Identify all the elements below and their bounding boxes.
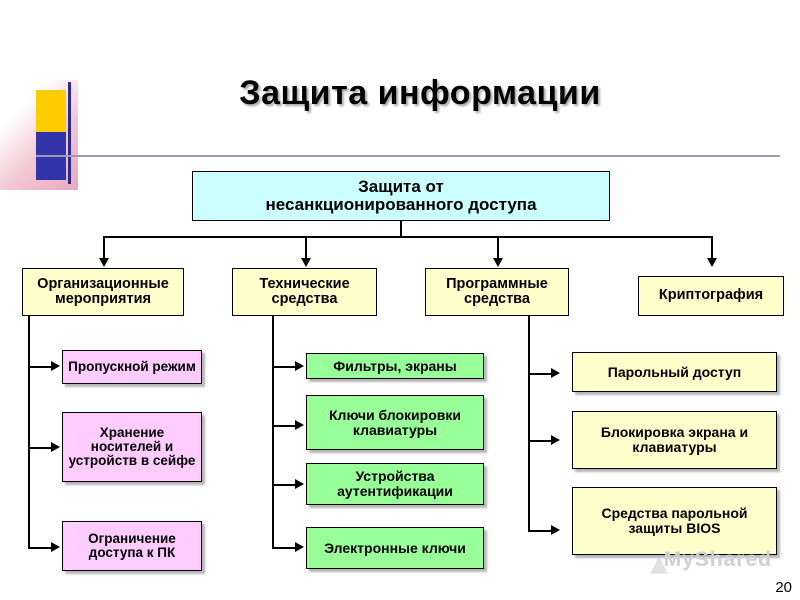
connector-soft-item1 bbox=[528, 373, 553, 375]
connector-soft-item2 bbox=[528, 440, 553, 442]
connector-root-bus bbox=[103, 236, 711, 238]
root-node-line2: несанкционированного доступа bbox=[265, 195, 537, 214]
leaf-node-tech-1 bbox=[306, 353, 484, 379]
connector-org-item3 bbox=[28, 547, 53, 549]
leaf-node-org-2 bbox=[62, 412, 202, 482]
category-label: Криптография bbox=[658, 287, 764, 304]
leaf-label: Средства парольной защиты BIOS bbox=[601, 505, 748, 536]
arrow-tech-item2 bbox=[295, 420, 304, 430]
leaf-node-tech-2 bbox=[306, 395, 484, 450]
watermark-text: MyShared bbox=[663, 548, 772, 571]
arrow-tech-item1 bbox=[295, 361, 304, 371]
connector-tech-item2 bbox=[272, 425, 297, 427]
root-node bbox=[192, 171, 610, 221]
leaf-label: Ключи блокировки клавиатуры bbox=[329, 406, 461, 438]
leaf-label: Блокировка экрана и клавиатуры bbox=[600, 424, 749, 455]
connector-org-item1 bbox=[28, 366, 53, 368]
arrow-tech-item4 bbox=[295, 542, 304, 552]
arrow-org-item2 bbox=[51, 442, 60, 452]
leaf-node-org-1 bbox=[62, 350, 202, 384]
connector-org-item2 bbox=[28, 447, 53, 449]
leaf-label: Электронные ключи bbox=[324, 539, 466, 556]
leaf-node-org-3 bbox=[62, 521, 202, 571]
connector-tech-item4 bbox=[272, 547, 297, 549]
connector-root-down bbox=[400, 221, 402, 236]
connector-org-spine bbox=[28, 316, 30, 548]
decorative-vertical-rule bbox=[68, 82, 71, 184]
leaf-node-soft-1 bbox=[572, 352, 777, 392]
arrow-cat1 bbox=[99, 258, 109, 267]
leaf-node-tech-3 bbox=[306, 463, 484, 505]
leaf-label: Фильтры, экраны bbox=[333, 357, 457, 374]
watermark-logo-icon bbox=[646, 552, 672, 578]
arrow-cat2 bbox=[301, 258, 311, 267]
category-node-organizational bbox=[22, 268, 184, 316]
arrow-org-item3 bbox=[51, 542, 60, 552]
leaf-label: Устройства аутентификации bbox=[337, 468, 453, 499]
category-label: Программные средства bbox=[446, 275, 548, 307]
arrow-org-item1 bbox=[51, 361, 60, 371]
category-node-software bbox=[425, 268, 569, 316]
connector-soft-spine bbox=[528, 316, 530, 531]
connector-cat1-down bbox=[103, 236, 105, 260]
connector-cat3-down bbox=[497, 236, 499, 260]
category-node-technical bbox=[232, 268, 377, 316]
leaf-node-soft-2 bbox=[572, 411, 777, 469]
root-node-line1: Защита от bbox=[358, 177, 444, 197]
leaf-node-soft-3 bbox=[572, 487, 777, 555]
connector-soft-item3 bbox=[528, 530, 553, 532]
arrow-soft-item2 bbox=[551, 435, 560, 445]
category-label: Технические средства bbox=[259, 275, 350, 307]
connector-tech-item1 bbox=[272, 366, 297, 368]
connector-tech-item3 bbox=[272, 484, 297, 486]
connector-cat2-down bbox=[305, 236, 307, 260]
arrow-tech-item3 bbox=[295, 479, 304, 489]
page-number: 20 bbox=[775, 579, 792, 596]
arrow-soft-item1 bbox=[551, 368, 560, 378]
decorative-horizontal-rule bbox=[36, 155, 780, 157]
connector-cat4-down bbox=[711, 236, 713, 260]
category-node-cryptography bbox=[638, 276, 784, 316]
category-label: Организационные мероприятия bbox=[37, 275, 169, 307]
arrow-cat4 bbox=[707, 258, 717, 267]
leaf-node-tech-4 bbox=[306, 527, 484, 569]
arrow-cat3 bbox=[493, 258, 503, 267]
connector-tech-spine bbox=[272, 316, 274, 548]
leaf-label: Ограничение доступа к ПК bbox=[88, 530, 176, 560]
leaf-label: Парольный доступ bbox=[607, 363, 742, 380]
leaf-label: Хранение носителей и устройств в сейфе bbox=[68, 424, 196, 469]
decorative-yellow-square bbox=[36, 90, 66, 132]
arrow-soft-item3 bbox=[551, 525, 560, 535]
leaf-label: Пропускной режим bbox=[68, 358, 196, 374]
page-title: Защита информации bbox=[239, 74, 601, 112]
